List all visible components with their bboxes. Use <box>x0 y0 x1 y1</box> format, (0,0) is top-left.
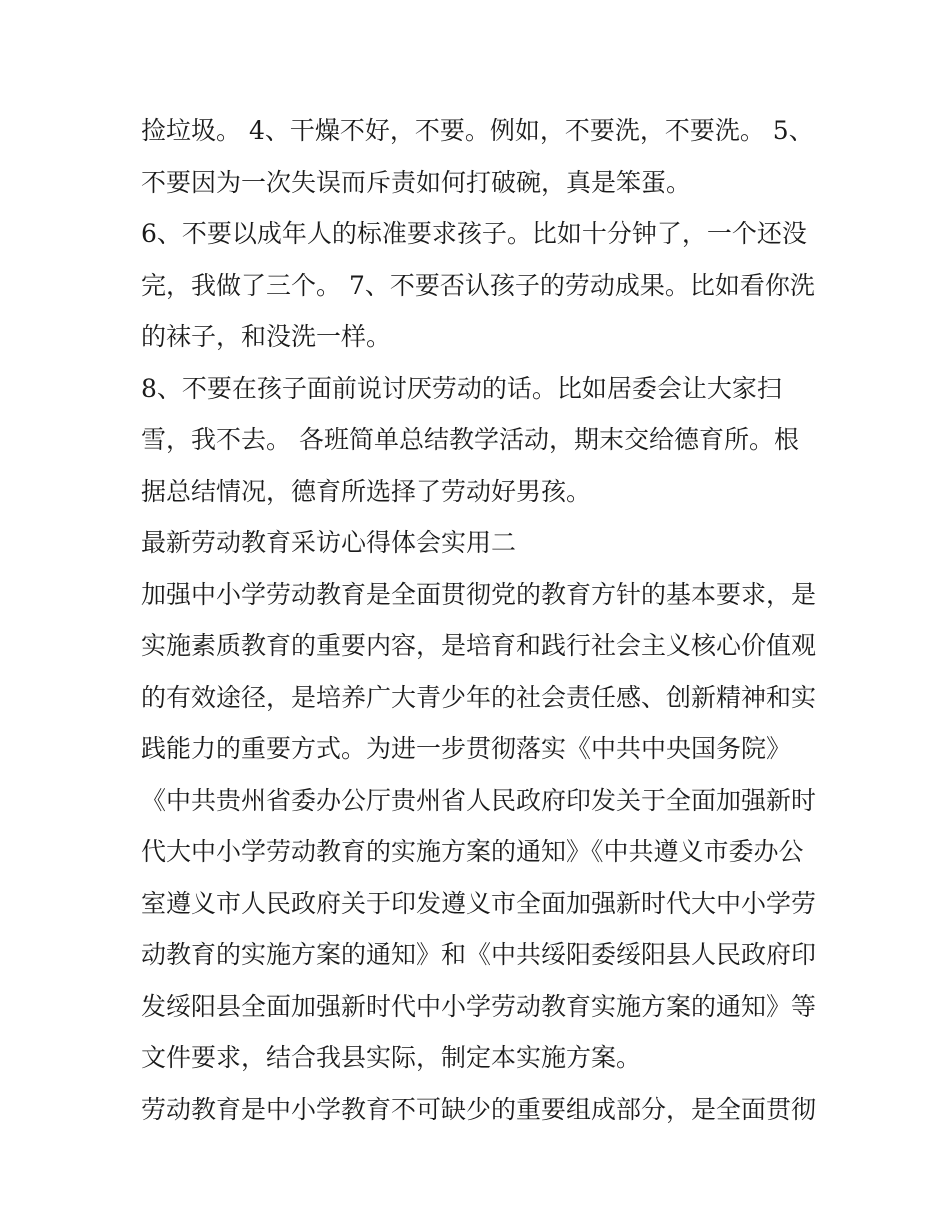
document-body <box>141 105 821 1135</box>
text-line: 8、不要在孩子面前说讨厌劳动的话。比如居委会让大家扫 <box>141 373 782 403</box>
text-line: 不要因为一次失误而斥责如何打破碗，真是笨蛋。 <box>141 167 692 197</box>
text-line: 6、不要以成年人的标准要求孩子。比如十分钟了，一个还没 <box>141 219 807 248</box>
section-heading: 最新劳动教育采访心得体会实用二 <box>141 528 517 557</box>
text-line: 代大中小学劳动教育的实施方案的通知》《中共遵义市委办公 <box>141 837 804 866</box>
text-line: 室遵义市人民政府关于印发遵义市全面加强新时代大中小学劳 <box>141 888 817 918</box>
text-line: 践能力的重要方式。为进一步贯彻落实《中共中央国务院》 <box>141 734 792 763</box>
text-line: 据总结情况，德育所选择了劳动好男孩。 <box>141 476 592 506</box>
text-line: 的袜子，和没洗一样。 <box>141 322 392 351</box>
text-line: 的有效途径，是培养广大青少年的社会责任感、创新精神和实 <box>141 682 817 712</box>
text-line: 实施素质教育的重要内容，是培育和践行社会主义核心价值观 <box>141 631 817 660</box>
text-line: 雪，我不去。 各班简单总结教学活动，期末交给德育所。根 <box>141 425 799 454</box>
text-line: 《中共贵州省委办公厅贵州省人民政府印发关于全面加强新时 <box>141 785 817 815</box>
text-line: 文件要求，结合我县实际，制定本实施方案。 <box>141 1043 642 1072</box>
text-line: 动教育的实施方案的通知》和《中共绥阳委绥阳县人民政府印 <box>141 940 817 969</box>
text-line: 劳动教育是中小学教育不可缺少的重要组成部分，是全面贯彻 <box>141 1094 817 1124</box>
text-line: 发绥阳县全面加强新时代中小学劳动教育实施方案的通知》等 <box>141 991 817 1021</box>
text-line: 捡垃圾。 4、干燥不好，不要。例如，不要洗，不要洗。 5、 <box>141 116 814 145</box>
text-line: 完，我做了三个。 7、不要否认孩子的劳动成果。比如看你洗 <box>141 270 815 300</box>
text-line: 加强中小学劳动教育是全面贯彻党的教育方针的基本要求，是 <box>141 579 817 609</box>
